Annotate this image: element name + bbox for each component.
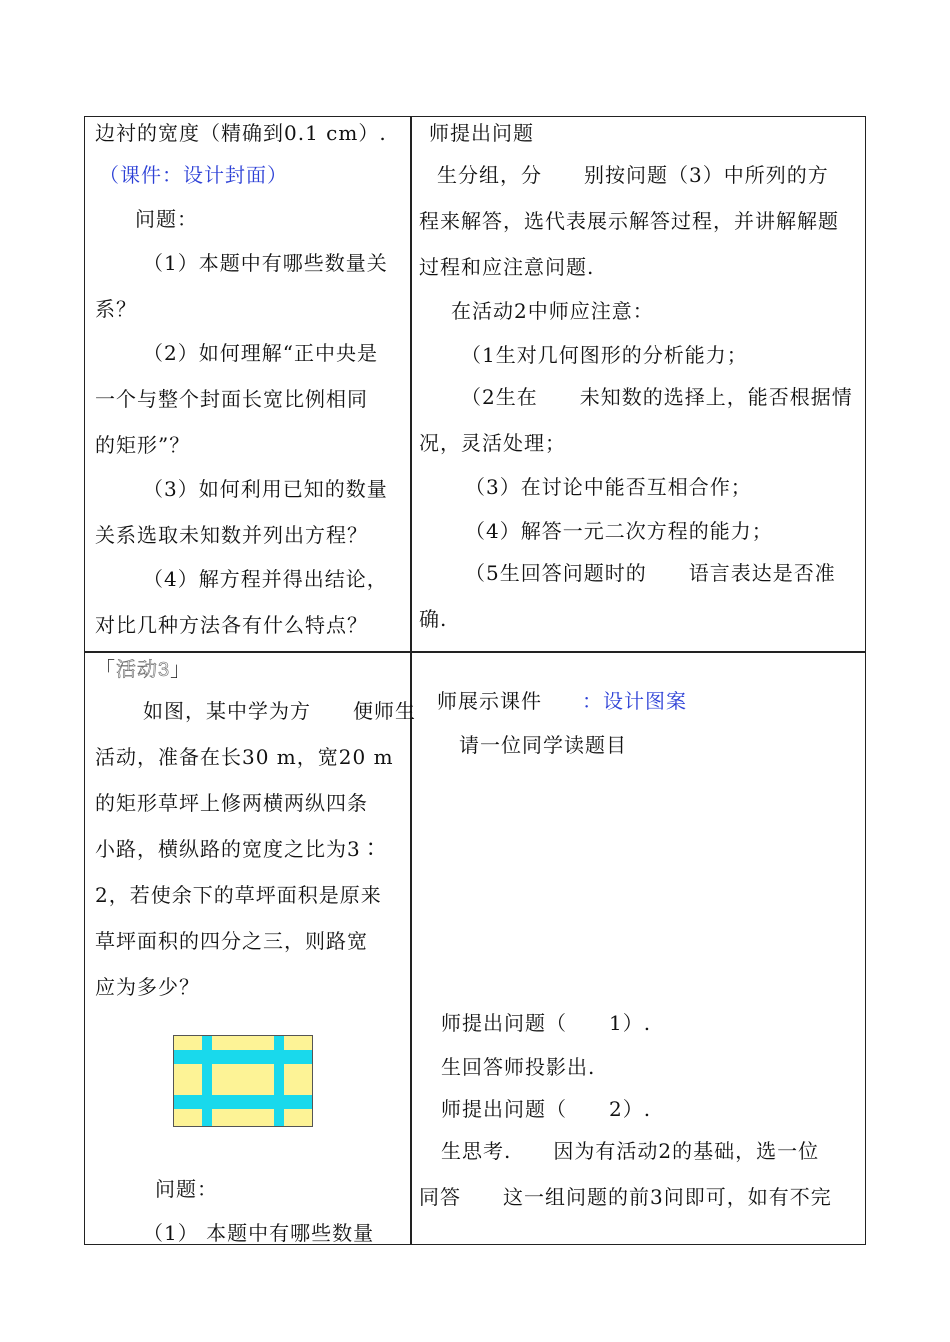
text-line: （2）如何理解“正中央是 <box>143 341 378 365</box>
text-line: 应为多少？ <box>95 975 200 999</box>
vertical-road <box>274 1036 284 1126</box>
text-line: 确. <box>419 607 448 631</box>
text-line: 同答 这一组问题的前3问即可，如有不完 <box>419 1185 832 1209</box>
text-line: 师提出问题 <box>429 121 534 145</box>
text-line: 过程和应注意问题. <box>419 255 595 279</box>
text-line: 程来解答，选代表展示解答过程，并讲解解题 <box>419 209 839 233</box>
row-divider <box>85 651 865 653</box>
text-line: （2生在 未知数的选择上，能否根据情 <box>461 385 853 409</box>
bracket-open: 「 <box>95 657 116 681</box>
text-line: 系？ <box>95 297 137 321</box>
text-line: 师提出问题（ 2）. <box>441 1097 652 1121</box>
text-line: 一个与整个封面长宽比例相同 <box>95 387 368 411</box>
activity-label: 活动3 <box>116 659 171 681</box>
horizontal-road <box>174 1050 312 1064</box>
text-line <box>437 689 687 713</box>
design-pattern-link[interactable]: ：设计图案 <box>582 689 687 713</box>
lawn-roads-figure <box>173 1035 313 1127</box>
text-line: 师提出问题（ 1）. <box>441 1011 652 1035</box>
text-line: 在活动2中师应注意： <box>451 299 654 323</box>
text-line: 况，灵活处理； <box>419 431 566 455</box>
text-line: 生回答师投影出. <box>441 1055 596 1079</box>
text-line: 边衬的宽度（精确到0.1 cm）. <box>95 121 387 145</box>
courseware-link[interactable]: （课件：设计封面） <box>99 163 288 187</box>
text-line: （1生对几何图形的分析能力； <box>461 343 748 367</box>
text-line: （4）解答一元二次方程的能力； <box>465 519 773 543</box>
vertical-road <box>202 1036 212 1126</box>
text-line: 生分组，分 别按问题（3）中所列的方 <box>437 163 829 187</box>
text-line: 如图，某中学为方 便师生 <box>143 699 416 723</box>
text-line: 生思考. 因为有活动2的基础，选一位 <box>441 1139 820 1163</box>
column-divider <box>410 117 412 1244</box>
text-line: （3）在讨论中能否互相合作； <box>465 475 752 499</box>
text-line: （3）如何利用已知的数量 <box>143 477 388 501</box>
text-line: （4）解方程并得出结论， <box>143 567 388 591</box>
text-line: （1）本题中有哪些数量关 <box>143 251 388 275</box>
text-line: （1） 本题中有哪些数量 <box>143 1221 375 1245</box>
text-line: （5生回答问题时的 语言表达是否准 <box>465 561 836 585</box>
lesson-table <box>84 116 866 1245</box>
text-line: 的矩形”？ <box>95 433 191 457</box>
text-line: 关系选取未知数并列出方程？ <box>95 523 368 547</box>
text-line: 对比几种方法各有什么特点？ <box>95 613 368 637</box>
text-line: 的矩形草坪上修两横两纵四条 <box>95 791 368 815</box>
horizontal-road <box>174 1095 312 1109</box>
bracket-close: 」 <box>170 657 192 681</box>
activity-heading <box>95 657 191 682</box>
text-line: 请一位同学读题目 <box>459 733 627 757</box>
text-line: 草坪面积的四分之三，则路宽 <box>95 929 368 953</box>
text-line: 2，若使余下的草坪面积是原来 <box>95 883 382 907</box>
text-line: 问题： <box>155 1177 218 1201</box>
text-prefix: 师展示课件 <box>437 689 542 713</box>
text-line: 小路，横纵路的宽度之比为3∶ <box>95 837 382 861</box>
text-line: 问题： <box>135 207 198 231</box>
text-line: 活动，准备在长30 m，宽20 m <box>95 745 394 769</box>
